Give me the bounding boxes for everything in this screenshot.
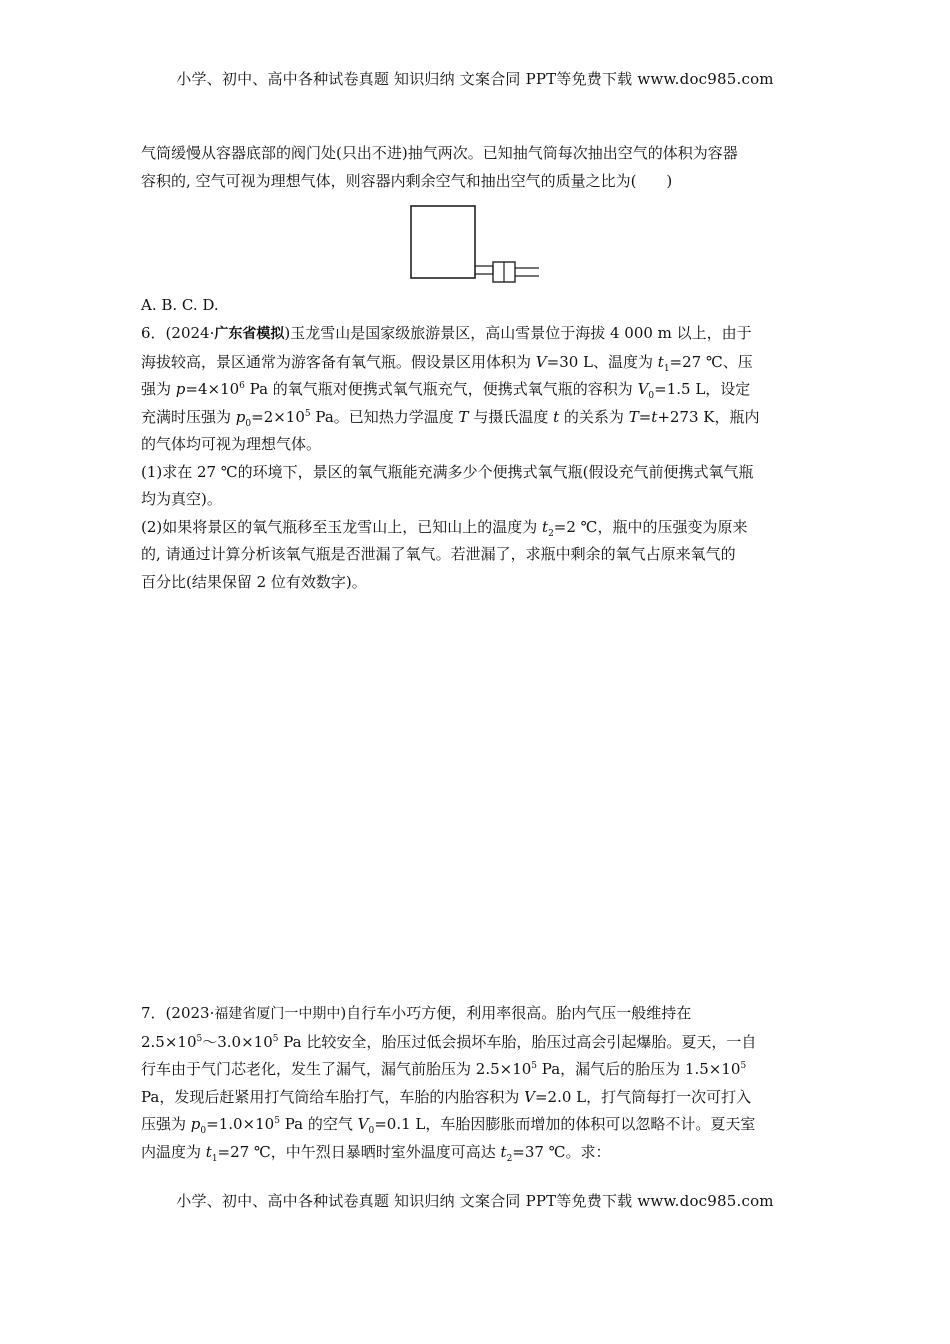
q6-line4: 充满时压强为 $p_0=2\times 10^5$ Pa。已知热力学温度 T 与摄氏温度 t 的关系为 T=t+273 K，瓶内 <box>141 407 760 429</box>
page-footer: 小学、初中、高中各种试卷真题 知识归纳 文案合同 PPT等免费下载 www.doc985.com <box>176 1192 774 1210</box>
q7-text <box>141 1000 811 1166</box>
q6-line2: 海拔较高，景区通常为游客备有氧气瓶。假设景区用体积为 V=30 L、温度为 $t_1=27$ ℃、压 <box>141 352 753 374</box>
q5-line2: 容积的, 空气可视为理想气体，则容器内剩余空气和抽出空气的质量之比为( ) <box>141 171 673 190</box>
q7-line2: $2.5\times 10^5\sim 3.0\times 10^5$ Pa 比较安全，胎压过低会损坏车胎，胎压过高会引起爆胎。夏天，一自 <box>141 1032 757 1051</box>
q6-part1-line2: 均为真空)。 <box>141 490 222 508</box>
container-pump-diagram <box>405 200 545 290</box>
q6-part2-line3: 百分比(结果保留 2 位有效数字)。 <box>141 572 367 591</box>
q6-part2-line1: (2)如果将景区的氧气瓶移至玉龙雪山上，已知山上的温度为 $t_2=2$ ℃，瓶中的压强变为原来 <box>141 517 748 539</box>
q6-line1: 6．(2024·广东省模拟)玉龙雪山是国家级旅游景区，高山雪景位于海拔 4 000 m 以上，由于 <box>141 324 752 342</box>
q6-part2-line2: 的, 请通过计算分析该氧气瓶是否泄漏了氧气。若泄漏了，求瓶中剩余的氧气占原来氧气的 <box>141 545 736 563</box>
q6-line5: 的气体均可视为理想气体。 <box>141 435 322 453</box>
q6-text <box>141 320 811 596</box>
q5-line1: 气筒缓慢从容器底部的阀门处(只出不进)抽气两次。已知抽气筒每次抽出空气的体积为容器 <box>141 144 738 162</box>
q5-text <box>141 140 811 195</box>
q5-options: A. B. C. D. <box>141 296 219 314</box>
page-header: 小学、初中、高中各种试卷真题 知识归纳 文案合同 PPT等免费下载 www.doc985.com <box>176 70 774 88</box>
container-outline <box>411 206 475 278</box>
q7-line1: 7．(2023·福建省厦门一中期中)自行车小巧方便，利用率很高。胎内气压一般维持在 <box>141 1004 692 1022</box>
q7-line4: Pa，发现后赶紧用打气筒给车胎打气，车胎的内胎容积为 V=2.0 L，打气筒每打一次可打入 <box>141 1087 752 1106</box>
q7-line6: 内温度为 $t_1=27$ ℃，中午烈日暴晒时室外温度可高达 $t_2=37$ ℃。求： <box>141 1142 611 1164</box>
q6-part1-line1: (1)求在 27 ℃的环境下，景区的氧气瓶能充满多少个便携式氧气瓶(假设充气前便携式氧气瓶 <box>141 462 754 481</box>
q7-line3: 行车由于气门芯老化，发生了漏气，漏气前胎压为 $2.5\times 10^5$ Pa，漏气后的胎压为 $1.5\times 10^5$ <box>141 1060 747 1078</box>
q7-line5: 压强为 $p_0=1.0\times 10^5$ Pa 的空气 $V_0=0.1$ L，车胎因膨胀而增加的体积可以忽略不计。夏天室 <box>141 1115 756 1136</box>
q6-line3: 强为 $p=4\times 10^6$ Pa 的氧气瓶对便携式氧气瓶充气，便携式氧气瓶的容积为 $V_0=1.5$ L，设定 <box>141 380 751 401</box>
